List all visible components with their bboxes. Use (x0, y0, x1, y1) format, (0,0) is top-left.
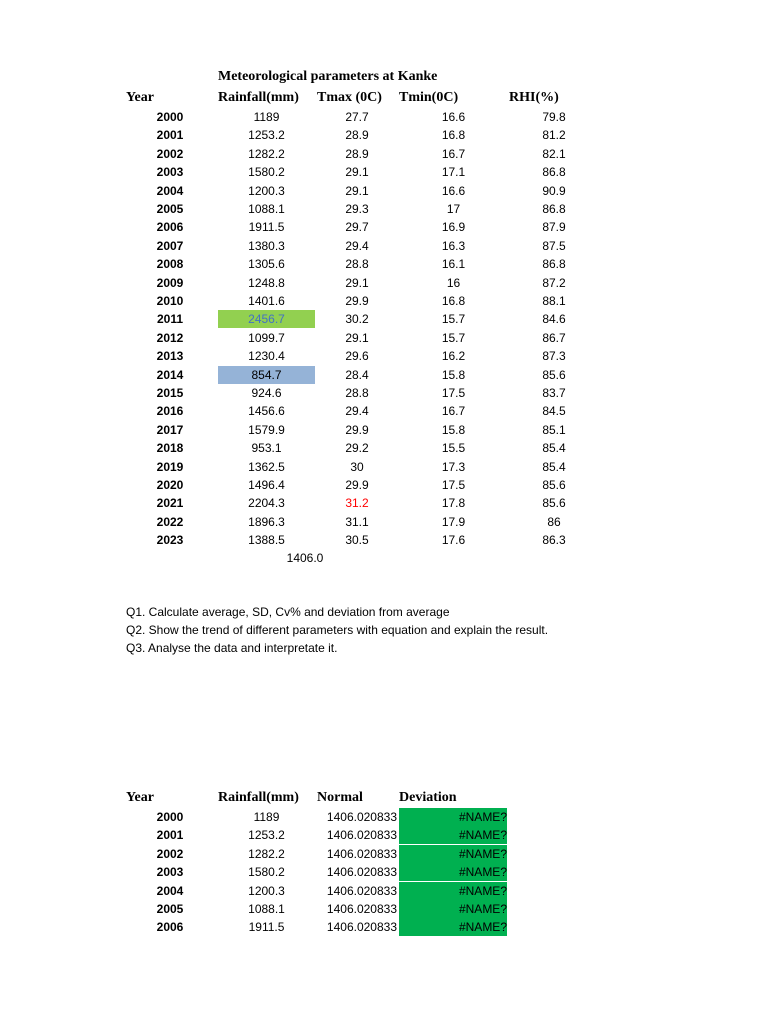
cell-rainfall: 1189 (253, 110, 280, 124)
cell-deviation: #NAME? (399, 900, 507, 918)
cell-year: 2023 (156, 533, 184, 547)
cell-rhi: 86.7 (542, 331, 566, 345)
cell-rhi: 87.3 (542, 349, 566, 363)
table1-title: Meteorological parameters at Kanke (218, 69, 438, 84)
cell-rhi: 79.8 (542, 110, 566, 124)
cell-rainfall: 1911.5 (248, 920, 285, 934)
cell-rainfall: 1088.1 (248, 902, 285, 916)
cell-tmin: 15.5 (441, 441, 466, 455)
cell-rainfall: 1362.5 (248, 460, 285, 474)
header-rhi: RHI(%) (509, 90, 559, 105)
cell-tmax: 29.9 (345, 294, 369, 308)
cell-rainfall: 1896.3 (248, 515, 285, 529)
cell-rhi: 86.8 (542, 165, 566, 179)
cell-rainfall: 1099.7 (248, 331, 285, 345)
cell-rainfall: 1388.5 (248, 533, 285, 547)
cell-year: 2001 (156, 828, 184, 842)
cell-tmax: 29.1 (345, 331, 369, 345)
cell-tmin: 16.2 (441, 349, 466, 363)
cell-tmax: 29.2 (345, 441, 369, 455)
cell-deviation: #NAME? (399, 808, 507, 826)
cell-rainfall: 1496.4 (248, 478, 285, 492)
cell-normal: 1406.020833 (326, 810, 397, 824)
cell-deviation: #NAME? (399, 826, 507, 844)
cell-tmax: 29.9 (345, 423, 369, 437)
cell-tmin: 16.7 (441, 147, 466, 161)
cell-year: 2013 (156, 349, 184, 363)
cell-year: 2019 (156, 460, 184, 474)
cell-tmin: 17.1 (441, 165, 466, 179)
cell-year: 2016 (156, 404, 184, 418)
cell-rhi: 85.4 (542, 441, 566, 455)
cell-year: 2022 (156, 515, 184, 529)
cell-rhi: 90.9 (542, 184, 566, 198)
cell-tmax: 29.7 (345, 220, 369, 234)
table2-header-year: Year (126, 790, 154, 805)
cell-rainfall: 1200.3 (248, 884, 285, 898)
cell-year: 2009 (156, 276, 184, 290)
cell-rhi: 85.6 (542, 478, 566, 492)
cell-tmin: 15.7 (441, 331, 466, 345)
cell-tmax: 29.6 (345, 349, 369, 363)
cell-year: 2003 (156, 865, 184, 879)
cell-tmin: 17.5 (441, 386, 466, 400)
cell-year: 2006 (156, 220, 184, 234)
cell-rhi: 86 (547, 515, 561, 529)
cell-tmax: 29.1 (345, 165, 369, 179)
cell-rainfall: 1282.2 (248, 147, 285, 161)
cell-tmin: 17.5 (441, 478, 466, 492)
cell-rhi: 85.6 (542, 368, 566, 382)
cell-tmin: 17.8 (441, 496, 466, 510)
cell-deviation: #NAME? (399, 882, 507, 900)
cell-tmax: 30 (350, 460, 364, 474)
cell-year: 2011 (156, 312, 184, 326)
cell-tmax: 31.2 (345, 496, 369, 510)
header-rainfall: Rainfall(mm) (218, 90, 299, 105)
cell-rainfall: 1456.6 (248, 404, 285, 418)
cell-rainfall: 1189 (253, 810, 280, 824)
cell-tmax: 29.4 (345, 239, 369, 253)
cell-rainfall: 1911.5 (248, 220, 285, 234)
cell-year: 2004 (156, 884, 184, 898)
cell-year: 2020 (156, 478, 184, 492)
rainfall-average: 1406.0 (286, 551, 324, 565)
cell-tmin: 15.7 (441, 312, 466, 326)
cell-tmin: 16.8 (441, 128, 466, 142)
cell-tmax: 28.9 (345, 128, 369, 142)
cell-year: 2014 (156, 368, 184, 382)
cell-tmin: 16.7 (441, 404, 466, 418)
cell-year: 2005 (156, 202, 184, 216)
table2-header-normal: Normal (317, 790, 363, 805)
cell-rainfall: 1579.9 (248, 423, 285, 437)
cell-rhi: 87.9 (542, 220, 566, 234)
cell-rhi: 85.6 (542, 496, 566, 510)
cell-rainfall: 1380.3 (248, 239, 285, 253)
cell-tmax: 30.5 (345, 533, 369, 547)
cell-rainfall: 1580.2 (248, 865, 285, 879)
cell-rhi: 84.6 (542, 312, 566, 326)
cell-rhi: 88.1 (542, 294, 566, 308)
cell-year: 2017 (156, 423, 184, 437)
cell-rainfall: 1305.6 (248, 257, 285, 271)
cell-tmin: 16.1 (441, 257, 466, 271)
cell-tmin: 17 (446, 202, 461, 216)
cell-rhi: 86.8 (542, 257, 566, 271)
cell-year: 2012 (156, 331, 184, 345)
cell-year: 2015 (156, 386, 184, 400)
header-year: Year (126, 90, 154, 105)
cell-tmax: 29.3 (345, 202, 369, 216)
cell-tmin: 17.3 (441, 460, 466, 474)
cell-tmin: 16.6 (441, 184, 466, 198)
cell-year: 2002 (156, 147, 184, 161)
cell-year: 2010 (156, 294, 184, 308)
cell-rainfall: 924.6 (251, 386, 282, 400)
cell-tmax: 29.4 (345, 404, 369, 418)
cell-tmax: 31.1 (345, 515, 369, 529)
cell-rainfall: 1230.4 (248, 349, 285, 363)
cell-rainfall: 1200.3 (248, 184, 285, 198)
cell-rhi: 83.7 (542, 386, 566, 400)
cell-normal: 1406.020833 (326, 884, 397, 898)
cell-year: 2002 (156, 847, 184, 861)
cell-year: 2007 (156, 239, 184, 253)
cell-rhi: 87.2 (542, 276, 566, 290)
cell-tmin: 15.8 (441, 423, 466, 437)
cell-rainfall: 1253.2 (248, 828, 285, 842)
cell-rainfall: 854.7 (218, 366, 315, 384)
cell-tmin: 17.9 (441, 515, 466, 529)
cell-rainfall: 953.1 (251, 441, 282, 455)
cell-normal: 1406.020833 (326, 847, 397, 861)
cell-rhi: 86.8 (542, 202, 566, 216)
cell-tmax: 28.9 (345, 147, 369, 161)
cell-tmin: 17.6 (441, 533, 466, 547)
cell-rhi: 85.4 (542, 460, 566, 474)
cell-deviation: #NAME? (399, 845, 507, 863)
cell-rainfall: 1580.2 (248, 165, 285, 179)
cell-tmin: 16.6 (441, 110, 466, 124)
cell-tmax: 29.1 (345, 184, 369, 198)
cell-normal: 1406.020833 (326, 828, 397, 842)
cell-year: 2005 (156, 902, 184, 916)
cell-rainfall: 2456.7 (218, 310, 315, 328)
cell-tmax: 29.9 (345, 478, 369, 492)
cell-year: 2004 (156, 184, 184, 198)
cell-rainfall: 1248.8 (248, 276, 285, 290)
cell-normal: 1406.020833 (326, 902, 397, 916)
cell-deviation: #NAME? (399, 863, 507, 881)
cell-deviation: #NAME? (399, 918, 507, 936)
cell-year: 2006 (156, 920, 184, 934)
question-1: Q1. Calculate average, SD, Cv% and deviation from average (126, 605, 450, 619)
cell-tmin: 16.3 (441, 239, 466, 253)
cell-rhi: 87.5 (542, 239, 566, 253)
cell-rhi: 86.3 (542, 533, 566, 547)
cell-year: 2000 (156, 110, 184, 124)
cell-year: 2003 (156, 165, 184, 179)
cell-tmin: 16.8 (441, 294, 466, 308)
cell-year: 2021 (156, 496, 184, 510)
cell-tmax: 28.4 (345, 368, 369, 382)
cell-year: 2001 (156, 128, 184, 142)
cell-tmax: 28.8 (345, 386, 369, 400)
question-2: Q2. Show the trend of different parameters with equation and explain the result. (126, 623, 549, 637)
cell-rhi: 85.1 (542, 423, 566, 437)
cell-tmax: 29.1 (345, 276, 369, 290)
header-tmax: Tmax (0C) (317, 90, 382, 105)
cell-tmax: 27.7 (345, 110, 369, 124)
cell-tmin: 16 (446, 276, 461, 290)
header-tmin: Tmin(0C) (399, 90, 459, 105)
cell-tmin: 15.8 (441, 368, 466, 382)
cell-normal: 1406.020833 (326, 865, 397, 879)
cell-tmax: 30.2 (345, 312, 369, 326)
cell-rainfall: 1253.2 (248, 128, 285, 142)
cell-rainfall: 1401.6 (248, 294, 285, 308)
cell-rainfall: 2204.3 (248, 496, 285, 510)
cell-rhi: 84.5 (542, 404, 566, 418)
cell-year: 2000 (156, 810, 184, 824)
cell-normal: 1406.020833 (326, 920, 397, 934)
cell-tmax: 28.8 (345, 257, 369, 271)
table2-header-deviation: Deviation (399, 790, 457, 805)
question-3: Q3. Analyse the data and interpretate it. (126, 641, 338, 655)
cell-rainfall: 1088.1 (248, 202, 285, 216)
cell-rhi: 81.2 (542, 128, 566, 142)
cell-year: 2018 (156, 441, 184, 455)
cell-rhi: 82.1 (542, 147, 566, 161)
cell-year: 2008 (156, 257, 184, 271)
table2-header-rainfall: Rainfall(mm) (218, 790, 299, 805)
cell-rainfall: 1282.2 (248, 847, 285, 861)
cell-tmin: 16.9 (441, 220, 466, 234)
